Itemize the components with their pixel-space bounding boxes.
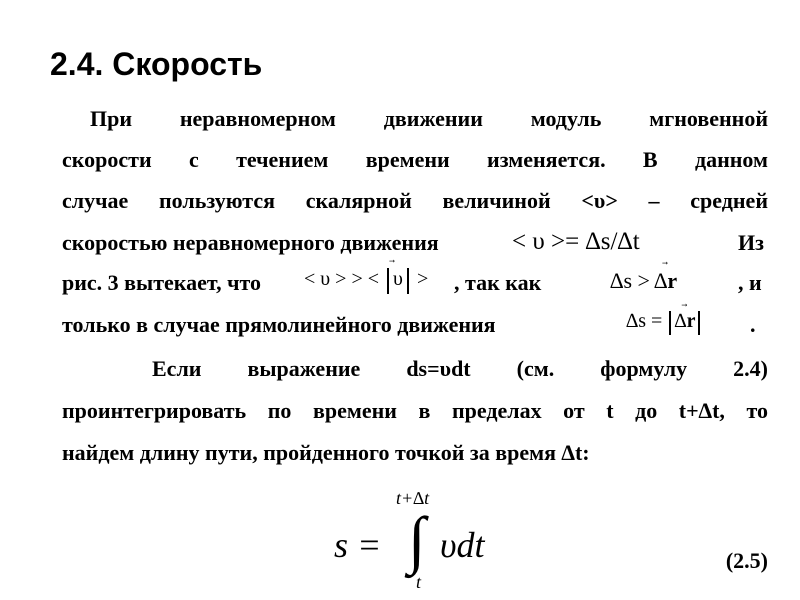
ds-gt: ∆s > [610, 268, 650, 293]
speed-inequality-lhs: < υ > > < [304, 268, 380, 290]
abs-bar-right [698, 311, 700, 335]
line-3: случае пользуются скалярной величиной <υ> – средней [62, 188, 768, 213]
ds-eq-dr-formula [626, 310, 703, 342]
integral-sign-icon: ∫ [408, 504, 426, 575]
ds-eq: ∆s = [626, 310, 663, 332]
line-6-text: только в случае прямолинейного движения [62, 312, 496, 337]
speed-vector: υ [393, 268, 403, 290]
line-9: найдем длину пути, пройденного точкой за время ∆t: [62, 440, 590, 465]
abs-bar-left [669, 311, 671, 335]
line-5-text: рис. 3 вытекает, что [62, 270, 261, 295]
section-title: 2.4. Скорость [50, 46, 263, 82]
line-5-mid: , так как [454, 270, 542, 295]
line-1: При неравномерном движении модуль мгновенной [90, 106, 768, 131]
path-lhs: s = [334, 525, 382, 565]
line-7: Если выражение ds=υdt (см. формулу 2.4) [152, 356, 768, 381]
ds-gt-dr-formula [610, 268, 677, 300]
line-6-tail: . [750, 312, 756, 337]
speed-inequality-formula [304, 268, 454, 300]
dr-vector: ∆r [653, 268, 678, 293]
line-2: скорости с течением времени изменяется. В данном [62, 147, 768, 172]
abs-bar-right [407, 268, 409, 294]
integrand: υdt [440, 525, 485, 565]
abs-bar-left [387, 268, 389, 294]
avg-speed-formula: < υ >= ∆s/∆t [512, 228, 640, 255]
integral-upper-limit: t+∆t [396, 488, 430, 508]
integral-lower-limit: t [416, 572, 422, 592]
line-8: проинтегрировать по времени в пределах от t до t+∆t, то [62, 398, 768, 423]
equation-number: (2.5) [725, 548, 768, 573]
line-4-text: скоростью неравномерного движения [62, 230, 439, 255]
line-4-tail: Из [738, 230, 764, 255]
line-5-tail: , и [738, 270, 762, 295]
dr-vector-abs: ∆r [674, 310, 696, 332]
speed-inequality-rhs: > [416, 268, 429, 290]
